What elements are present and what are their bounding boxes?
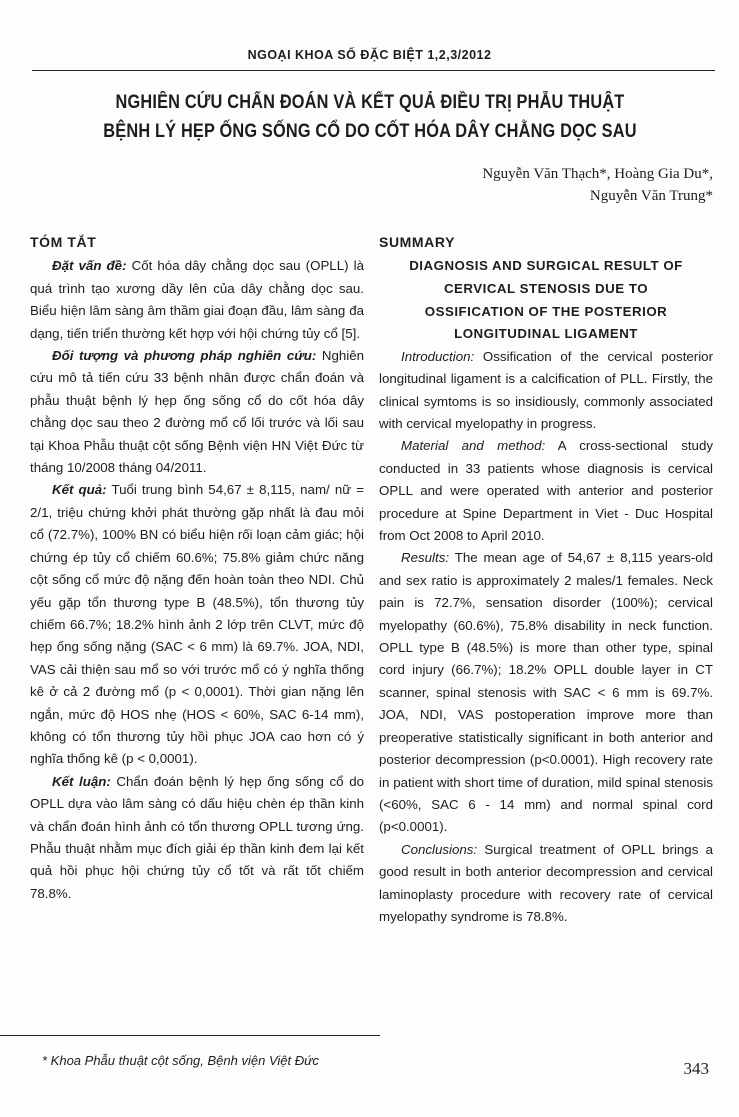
en-text-results: The mean age of 54,67 ± 8,115 years-old and sex ratio is approximately 2 males/1 females. Neck pain is 72.7%, sensation disorder (100%); cervical myelopathy (60.6%), 75.8% disability in neck function. OPLL type B (48.5%) is more than other type, spinal cord injury (66.7%); 18.2% OPLL double layer in CT scanner, spinal stenosis with SAC < 6 mm is 69.7%. JOA, NDI, VAS postoperation improve more than preoperative statistically significant in both anterior and posterior decompression (p<0.0001). High recovery rate in patient with short time of duration, mild spinal stenosis (<60%, SAC 6 - 14 mm) and normal spinal cord (p<0.0001). xyxy=(379,550,713,835)
vn-paragraph-methods xyxy=(30,345,364,479)
vn-paragraph-results xyxy=(30,479,364,770)
en-label-results: Results: xyxy=(401,550,450,566)
english-title xyxy=(379,255,713,345)
english-title-line-1: DIAGNOSIS AND SURGICAL RESULT OF xyxy=(409,258,683,274)
authors-line-2: Nguyễn Văn Trung* xyxy=(589,188,713,204)
header-rule xyxy=(32,70,715,71)
en-label-conclusions: Conclusions: xyxy=(401,841,478,857)
footnote-rule xyxy=(0,1035,380,1036)
vn-text-methods: Nghiên cứu mô tả tiến cứu 33 bệnh nhân được chẩn đoán và phẫu thuật bệnh lý hẹp ống sống cổ do cốt hóa dây chằng dọc sau theo 2 đường mổ cổ lối trước và lối sau tại Khoa Phẫu thuật cột sống Bệnh viện HN Việt Đức từ tháng 10/2008 tháng 04/2011. xyxy=(30,348,364,476)
en-label-methods: Material and method: xyxy=(401,438,546,454)
vn-label-methods: Đối tượng và phương pháp nghiên cứu: xyxy=(52,348,317,364)
en-label-introduction: Introduction: xyxy=(401,348,475,364)
vn-label-introduction: Đặt vấn đề: xyxy=(52,258,127,274)
en-paragraph-introduction xyxy=(379,346,713,436)
title-line-1: NGHIÊN CỨU CHẨN ĐOÁN VÀ KẾT QUẢ ĐIỀU TRỊ PHẪU THUẬT xyxy=(115,92,625,113)
vn-label-results: Kết quả: xyxy=(52,482,107,498)
en-text-methods: A cross-sectional study conducted in 33 patients whose diagnosis is cervical OPLL and were operated with anterior and posterior procedure at Spine Department in Viet - Duc Hospital from Oct 2008 to April 2010. xyxy=(379,438,713,544)
article-title xyxy=(86,88,654,146)
authors xyxy=(482,163,713,207)
english-title-line-3: OSSIFICATION OF THE POSTERIOR xyxy=(424,303,668,319)
title-line-2: BỆNH LÝ HẸP ỐNG SỐNG CỔ DO CỐT HÓA DÂY CHẰNG DỌC SAU xyxy=(103,121,637,142)
abstract-vietnamese xyxy=(30,231,364,905)
authors-line-1: Nguyễn Văn Thạch*, Hoàng Gia Du*, xyxy=(482,166,713,182)
english-title-line-4: LONGITUDINAL LIGAMENT xyxy=(454,326,638,342)
en-text-introduction: Ossification of the cervical posterior longitudinal ligament is a calcification of PLL. Firstly, the clinical symtoms is so insidiously, commonly associated with cervical myelopathy in progress. xyxy=(379,348,713,431)
section-heading-summary: SUMMARY xyxy=(379,234,456,250)
footnote: * Khoa Phẫu thuật cột sống, Bệnh viện Việt Đức xyxy=(42,1053,319,1068)
vn-text-results: Tuổi trung bình 54,67 ± 8,115, nam/ nữ = 2/1, triệu chứng khởi phát thường gặp nhất là đau mỏi cổ (72.7%), 100% BN có biểu hiện rối loạn cảm giác; hội chứng ép tủy cổ chiếm 60.6%; 75.8% giảm chức năng cột sống cổ mức độ nặng đến hoàn toàn theo NDI. Chủ yếu gặp tổn thương type B (48.5%), tổn thương tủy chiếm 66.7%; 18.2% hình ảnh 2 lớp trên CLVT, mức độ hẹp ống sống nặng (SAC < 6 mm) là 69.7%. JOA, NDI, VAS cải thiện sau mổ so với trước mổ có ý nghĩa thống kê ở cả 2 đường mổ (p < 0,0001). Thời gian nặng lên ngắn, mức độ HOS nhẹ (HOS < 60%, SAC 6-14 mm), không có tổn thương tủy hồi phục JOA cao hơn có ý nghĩa thống kê (p < 0,0001). xyxy=(30,482,364,767)
en-paragraph-conclusions xyxy=(379,839,713,929)
vn-text-introduction: Cốt hóa dây chằng dọc sau (OPLL) là quá trình tạo xương dầy lên của dây chằng dọc sau. Biểu hiện lâm sàng âm thầm giai đoạn đầu, lâm sàng đa dạng, tiến triển thường kết hợp với hội chứng tủy cổ [5]. xyxy=(30,258,364,341)
en-paragraph-methods xyxy=(379,435,713,547)
vn-label-conclusion: Kết luận: xyxy=(52,773,111,789)
vn-paragraph-introduction xyxy=(30,255,364,345)
english-title-line-2: CERVICAL STENOSIS DUE TO xyxy=(443,281,649,296)
en-text-conclusions: Surgical treatment of OPLL brings a good result in both anterior decompression and cervical laminoplasty procedure with recovery rate of cervical myelopathy syndrome is 78.8%. xyxy=(379,841,713,924)
page-number: 343 xyxy=(683,1059,709,1078)
en-paragraph-results xyxy=(379,547,713,838)
running-head: NGOẠI KHOA SỐ ĐẶC BIỆT 1,2,3/2012 xyxy=(247,48,492,62)
vn-text-conclusion: Chẩn đoán bệnh lý hẹp ống sống cổ do OPLL dựa vào lâm sàng có dấu hiệu chèn ép thần kinh và chẩn đoán hình ảnh có tổn thương OPLL tương ứng. Phẫu thuật nhằm mục đích giải ép thần kinh đem lại kết quả hồi phục hội chứng tủy cổ tốt và rất tốt chiếm 78.8%. xyxy=(30,773,364,901)
vn-paragraph-conclusion xyxy=(30,771,364,905)
abstract-english xyxy=(379,231,713,928)
section-heading-tom-tat: TÓM TẮT xyxy=(30,234,97,250)
